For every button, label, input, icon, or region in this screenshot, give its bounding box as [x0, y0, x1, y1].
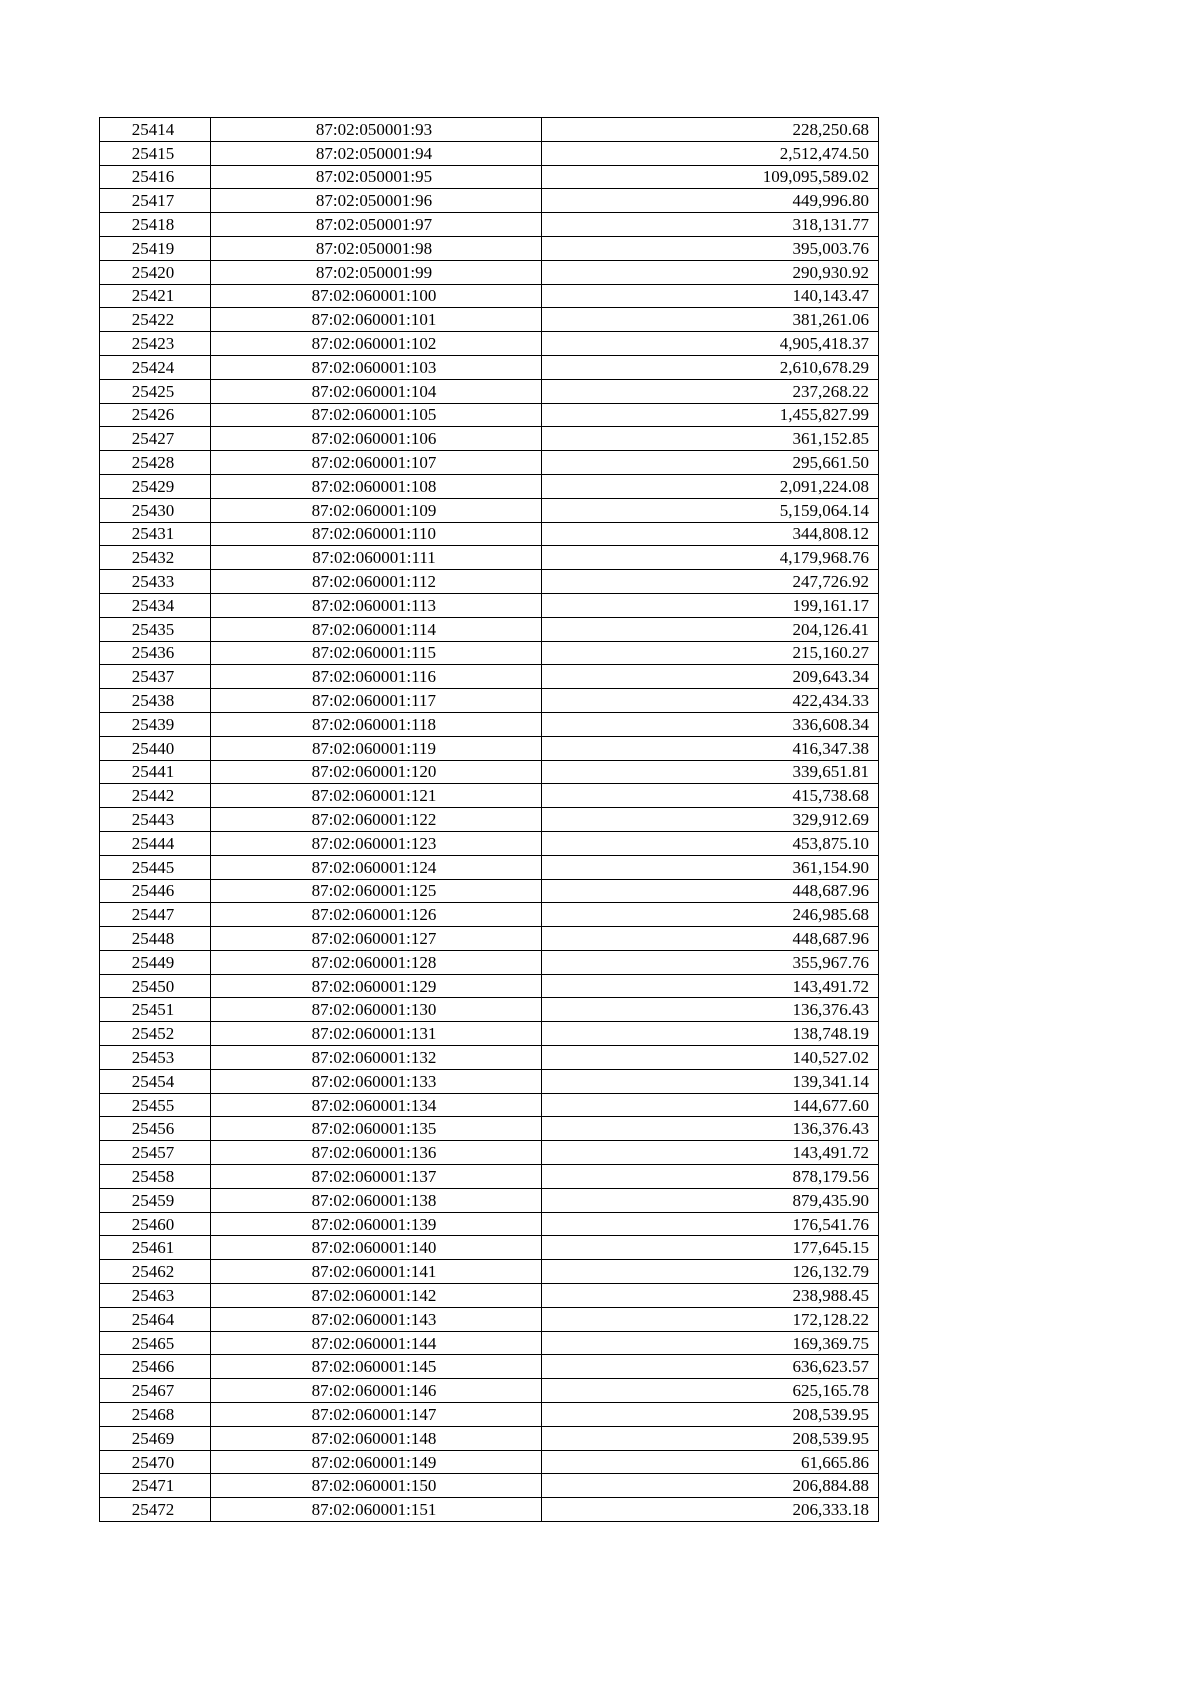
row-number-cell: 25446: [100, 879, 211, 903]
value-cell: 177,645.15: [542, 1236, 879, 1260]
cadastral-number-cell: 87:02:050001:97: [211, 213, 542, 237]
row-number-cell: 25420: [100, 260, 211, 284]
cadastral-number-cell: 87:02:060001:105: [211, 403, 542, 427]
cadastral-number-cell: 87:02:060001:136: [211, 1141, 542, 1165]
row-number-cell: 25450: [100, 974, 211, 998]
row-number-cell: 25458: [100, 1165, 211, 1189]
table-row: [100, 1379, 879, 1403]
value-cell: 4,905,418.37: [542, 332, 879, 356]
table-row: [100, 213, 879, 237]
cadastral-number-cell: 87:02:060001:145: [211, 1355, 542, 1379]
row-number-cell: 25418: [100, 213, 211, 237]
table-row: [100, 1284, 879, 1308]
cadastral-number-cell: 87:02:060001:131: [211, 1022, 542, 1046]
table-row: [100, 593, 879, 617]
row-number-cell: 25459: [100, 1188, 211, 1212]
value-cell: 143,491.72: [542, 974, 879, 998]
row-number-cell: 25439: [100, 712, 211, 736]
cadastral-number-cell: 87:02:060001:146: [211, 1379, 542, 1403]
row-number-cell: 25456: [100, 1117, 211, 1141]
table-row: [100, 189, 879, 213]
value-cell: 4,179,968.76: [542, 546, 879, 570]
table-row: [100, 284, 879, 308]
cadastral-number-cell: 87:02:050001:95: [211, 165, 542, 189]
table-row: [100, 927, 879, 951]
value-cell: 136,376.43: [542, 998, 879, 1022]
value-cell: 448,687.96: [542, 879, 879, 903]
value-cell: 878,179.56: [542, 1165, 879, 1189]
value-cell: 879,435.90: [542, 1188, 879, 1212]
cadastral-number-cell: 87:02:060001:151: [211, 1498, 542, 1522]
value-cell: 204,126.41: [542, 617, 879, 641]
value-cell: 140,527.02: [542, 1046, 879, 1070]
table-row: [100, 1331, 879, 1355]
cadastral-number-cell: 87:02:060001:125: [211, 879, 542, 903]
table-row: [100, 165, 879, 189]
value-cell: 636,623.57: [542, 1355, 879, 1379]
row-number-cell: 25419: [100, 236, 211, 260]
cadastral-number-cell: 87:02:050001:94: [211, 141, 542, 165]
cadastral-number-cell: 87:02:060001:109: [211, 498, 542, 522]
value-cell: 136,376.43: [542, 1117, 879, 1141]
cadastral-number-cell: 87:02:060001:112: [211, 570, 542, 594]
row-number-cell: 25457: [100, 1141, 211, 1165]
cadastral-number-cell: 87:02:060001:122: [211, 808, 542, 832]
cadastral-number-cell: 87:02:060001:117: [211, 689, 542, 713]
cadastral-number-cell: 87:02:060001:123: [211, 831, 542, 855]
row-number-cell: 25440: [100, 736, 211, 760]
value-cell: 422,434.33: [542, 689, 879, 713]
value-cell: 61,665.86: [542, 1450, 879, 1474]
table-row: [100, 1403, 879, 1427]
row-number-cell: 25422: [100, 308, 211, 332]
cadastral-number-cell: 87:02:060001:143: [211, 1307, 542, 1331]
cadastral-number-cell: 87:02:060001:102: [211, 332, 542, 356]
row-number-cell: 25438: [100, 689, 211, 713]
table-row: [100, 736, 879, 760]
row-number-cell: 25431: [100, 522, 211, 546]
row-number-cell: 25443: [100, 808, 211, 832]
table-row: [100, 1355, 879, 1379]
value-cell: 415,738.68: [542, 784, 879, 808]
table-row: [100, 784, 879, 808]
cadastral-number-cell: 87:02:060001:115: [211, 641, 542, 665]
row-number-cell: 25467: [100, 1379, 211, 1403]
table-row: [100, 879, 879, 903]
cadastral-number-cell: 87:02:050001:99: [211, 260, 542, 284]
cadastral-number-cell: 87:02:060001:120: [211, 760, 542, 784]
value-cell: 329,912.69: [542, 808, 879, 832]
table-row: [100, 1474, 879, 1498]
value-cell: 208,539.95: [542, 1403, 879, 1427]
row-number-cell: 25444: [100, 831, 211, 855]
row-number-cell: 25472: [100, 1498, 211, 1522]
table-row: [100, 522, 879, 546]
cadastral-number-cell: 87:02:050001:96: [211, 189, 542, 213]
row-number-cell: 25471: [100, 1474, 211, 1498]
table-row: [100, 570, 879, 594]
table-row: [100, 1188, 879, 1212]
cadastral-number-cell: 87:02:060001:106: [211, 427, 542, 451]
value-cell: 209,643.34: [542, 665, 879, 689]
table-row: [100, 665, 879, 689]
value-cell: 109,095,589.02: [542, 165, 879, 189]
value-cell: 2,512,474.50: [542, 141, 879, 165]
row-number-cell: 25427: [100, 427, 211, 451]
table-row: [100, 1236, 879, 1260]
value-cell: 143,491.72: [542, 1141, 879, 1165]
row-number-cell: 25447: [100, 903, 211, 927]
row-number-cell: 25466: [100, 1355, 211, 1379]
row-number-cell: 25469: [100, 1426, 211, 1450]
value-cell: 169,369.75: [542, 1331, 879, 1355]
table-row: [100, 974, 879, 998]
value-cell: 1,455,827.99: [542, 403, 879, 427]
table-body: [100, 118, 879, 1522]
row-number-cell: 25468: [100, 1403, 211, 1427]
value-cell: 237,268.22: [542, 379, 879, 403]
table-row: [100, 689, 879, 713]
table-row: [100, 1307, 879, 1331]
table-row: [100, 308, 879, 332]
table-row: [100, 903, 879, 927]
cadastral-number-cell: 87:02:060001:113: [211, 593, 542, 617]
row-number-cell: 25461: [100, 1236, 211, 1260]
value-cell: 2,610,678.29: [542, 355, 879, 379]
cadastral-number-cell: 87:02:060001:149: [211, 1450, 542, 1474]
value-cell: 625,165.78: [542, 1379, 879, 1403]
cadastral-number-cell: 87:02:060001:111: [211, 546, 542, 570]
row-number-cell: 25442: [100, 784, 211, 808]
cadastral-number-cell: 87:02:060001:133: [211, 1069, 542, 1093]
table-row: [100, 236, 879, 260]
value-cell: 361,152.85: [542, 427, 879, 451]
table-row: [100, 831, 879, 855]
cadastral-number-cell: 87:02:060001:147: [211, 1403, 542, 1427]
value-cell: 140,143.47: [542, 284, 879, 308]
cadastral-number-cell: 87:02:060001:139: [211, 1212, 542, 1236]
cadastral-number-cell: 87:02:060001:110: [211, 522, 542, 546]
cadastral-number-cell: 87:02:060001:119: [211, 736, 542, 760]
table-row: [100, 1141, 879, 1165]
value-cell: 453,875.10: [542, 831, 879, 855]
cadastral-number-cell: 87:02:060001:104: [211, 379, 542, 403]
cadastral-number-cell: 87:02:060001:124: [211, 855, 542, 879]
table-row: [100, 1450, 879, 1474]
value-cell: 344,808.12: [542, 522, 879, 546]
cadastral-number-cell: 87:02:060001:150: [211, 1474, 542, 1498]
table-row: [100, 1212, 879, 1236]
table-row: [100, 546, 879, 570]
row-number-cell: 25423: [100, 332, 211, 356]
value-cell: 228,250.68: [542, 118, 879, 142]
table-row: [100, 141, 879, 165]
value-cell: 339,651.81: [542, 760, 879, 784]
table-row: [100, 332, 879, 356]
row-number-cell: 25428: [100, 451, 211, 475]
row-number-cell: 25455: [100, 1093, 211, 1117]
cadastral-number-cell: 87:02:060001:114: [211, 617, 542, 641]
table-row: [100, 474, 879, 498]
value-cell: 381,261.06: [542, 308, 879, 332]
row-number-cell: 25433: [100, 570, 211, 594]
row-number-cell: 25449: [100, 950, 211, 974]
cadastral-number-cell: 87:02:060001:128: [211, 950, 542, 974]
value-cell: 208,539.95: [542, 1426, 879, 1450]
table-row: [100, 760, 879, 784]
cadastral-number-cell: 87:02:060001:140: [211, 1236, 542, 1260]
table-row: [100, 712, 879, 736]
value-cell: 206,884.88: [542, 1474, 879, 1498]
cadastral-number-cell: 87:02:060001:129: [211, 974, 542, 998]
row-number-cell: 25470: [100, 1450, 211, 1474]
table-row: [100, 379, 879, 403]
table-row: [100, 950, 879, 974]
cadastral-number-cell: 87:02:060001:137: [211, 1165, 542, 1189]
value-cell: 247,726.92: [542, 570, 879, 594]
value-cell: 176,541.76: [542, 1212, 879, 1236]
row-number-cell: 25441: [100, 760, 211, 784]
value-cell: 416,347.38: [542, 736, 879, 760]
row-number-cell: 25453: [100, 1046, 211, 1070]
table-row: [100, 855, 879, 879]
table-row: [100, 1260, 879, 1284]
value-cell: 448,687.96: [542, 927, 879, 951]
row-number-cell: 25432: [100, 546, 211, 570]
table-row: [100, 1426, 879, 1450]
row-number-cell: 25436: [100, 641, 211, 665]
table-row: [100, 1117, 879, 1141]
row-number-cell: 25415: [100, 141, 211, 165]
row-number-cell: 25462: [100, 1260, 211, 1284]
cadastral-number-cell: 87:02:050001:98: [211, 236, 542, 260]
row-number-cell: 25421: [100, 284, 211, 308]
cadastral-number-cell: 87:02:060001:103: [211, 355, 542, 379]
row-number-cell: 25465: [100, 1331, 211, 1355]
row-number-cell: 25464: [100, 1307, 211, 1331]
table-row: [100, 451, 879, 475]
value-cell: 238,988.45: [542, 1284, 879, 1308]
cadastral-number-cell: 87:02:060001:132: [211, 1046, 542, 1070]
table-row: [100, 118, 879, 142]
cadastral-number-cell: 87:02:060001:101: [211, 308, 542, 332]
row-number-cell: 25435: [100, 617, 211, 641]
table-row: [100, 1093, 879, 1117]
cadastral-number-cell: 87:02:060001:108: [211, 474, 542, 498]
table-row: [100, 403, 879, 427]
data-table: [99, 117, 879, 1522]
value-cell: 449,996.80: [542, 189, 879, 213]
table-row: [100, 998, 879, 1022]
cadastral-number-cell: 87:02:060001:135: [211, 1117, 542, 1141]
row-number-cell: 25437: [100, 665, 211, 689]
cadastral-number-cell: 87:02:060001:138: [211, 1188, 542, 1212]
value-cell: 144,677.60: [542, 1093, 879, 1117]
value-cell: 318,131.77: [542, 213, 879, 237]
table-row: [100, 498, 879, 522]
value-cell: 206,333.18: [542, 1498, 879, 1522]
cadastral-number-cell: 87:02:060001:121: [211, 784, 542, 808]
row-number-cell: 25430: [100, 498, 211, 522]
row-number-cell: 25429: [100, 474, 211, 498]
cadastral-number-cell: 87:02:060001:116: [211, 665, 542, 689]
table-row: [100, 1165, 879, 1189]
value-cell: 5,159,064.14: [542, 498, 879, 522]
table-row: [100, 808, 879, 832]
cadastral-number-cell: 87:02:060001:127: [211, 927, 542, 951]
row-number-cell: 25460: [100, 1212, 211, 1236]
cadastral-number-cell: 87:02:060001:144: [211, 1331, 542, 1355]
value-cell: 336,608.34: [542, 712, 879, 736]
cadastral-number-cell: 87:02:060001:126: [211, 903, 542, 927]
value-cell: 138,748.19: [542, 1022, 879, 1046]
row-number-cell: 25424: [100, 355, 211, 379]
row-number-cell: 25414: [100, 118, 211, 142]
cadastral-number-cell: 87:02:060001:107: [211, 451, 542, 475]
table-row: [100, 1069, 879, 1093]
row-number-cell: 25452: [100, 1022, 211, 1046]
value-cell: 361,154.90: [542, 855, 879, 879]
value-cell: 246,985.68: [542, 903, 879, 927]
table-row: [100, 617, 879, 641]
row-number-cell: 25448: [100, 927, 211, 951]
row-number-cell: 25417: [100, 189, 211, 213]
value-cell: 172,128.22: [542, 1307, 879, 1331]
table-row: [100, 427, 879, 451]
value-cell: 215,160.27: [542, 641, 879, 665]
value-cell: 295,661.50: [542, 451, 879, 475]
value-cell: 139,341.14: [542, 1069, 879, 1093]
table-row: [100, 260, 879, 284]
table-row: [100, 1046, 879, 1070]
value-cell: 2,091,224.08: [542, 474, 879, 498]
row-number-cell: 25416: [100, 165, 211, 189]
cadastral-number-cell: 87:02:060001:130: [211, 998, 542, 1022]
table-row: [100, 1022, 879, 1046]
cadastral-number-cell: 87:02:060001:118: [211, 712, 542, 736]
table-row: [100, 641, 879, 665]
row-number-cell: 25454: [100, 1069, 211, 1093]
table-row: [100, 1498, 879, 1522]
row-number-cell: 25426: [100, 403, 211, 427]
row-number-cell: 25425: [100, 379, 211, 403]
value-cell: 355,967.76: [542, 950, 879, 974]
cadastral-number-cell: 87:02:060001:141: [211, 1260, 542, 1284]
cadastral-number-cell: 87:02:050001:93: [211, 118, 542, 142]
cadastral-number-cell: 87:02:060001:100: [211, 284, 542, 308]
value-cell: 290,930.92: [542, 260, 879, 284]
row-number-cell: 25451: [100, 998, 211, 1022]
row-number-cell: 25463: [100, 1284, 211, 1308]
value-cell: 126,132.79: [542, 1260, 879, 1284]
row-number-cell: 25434: [100, 593, 211, 617]
cadastral-number-cell: 87:02:060001:134: [211, 1093, 542, 1117]
row-number-cell: 25445: [100, 855, 211, 879]
cadastral-number-cell: 87:02:060001:148: [211, 1426, 542, 1450]
table-row: [100, 355, 879, 379]
value-cell: 199,161.17: [542, 593, 879, 617]
cadastral-number-cell: 87:02:060001:142: [211, 1284, 542, 1308]
value-cell: 395,003.76: [542, 236, 879, 260]
